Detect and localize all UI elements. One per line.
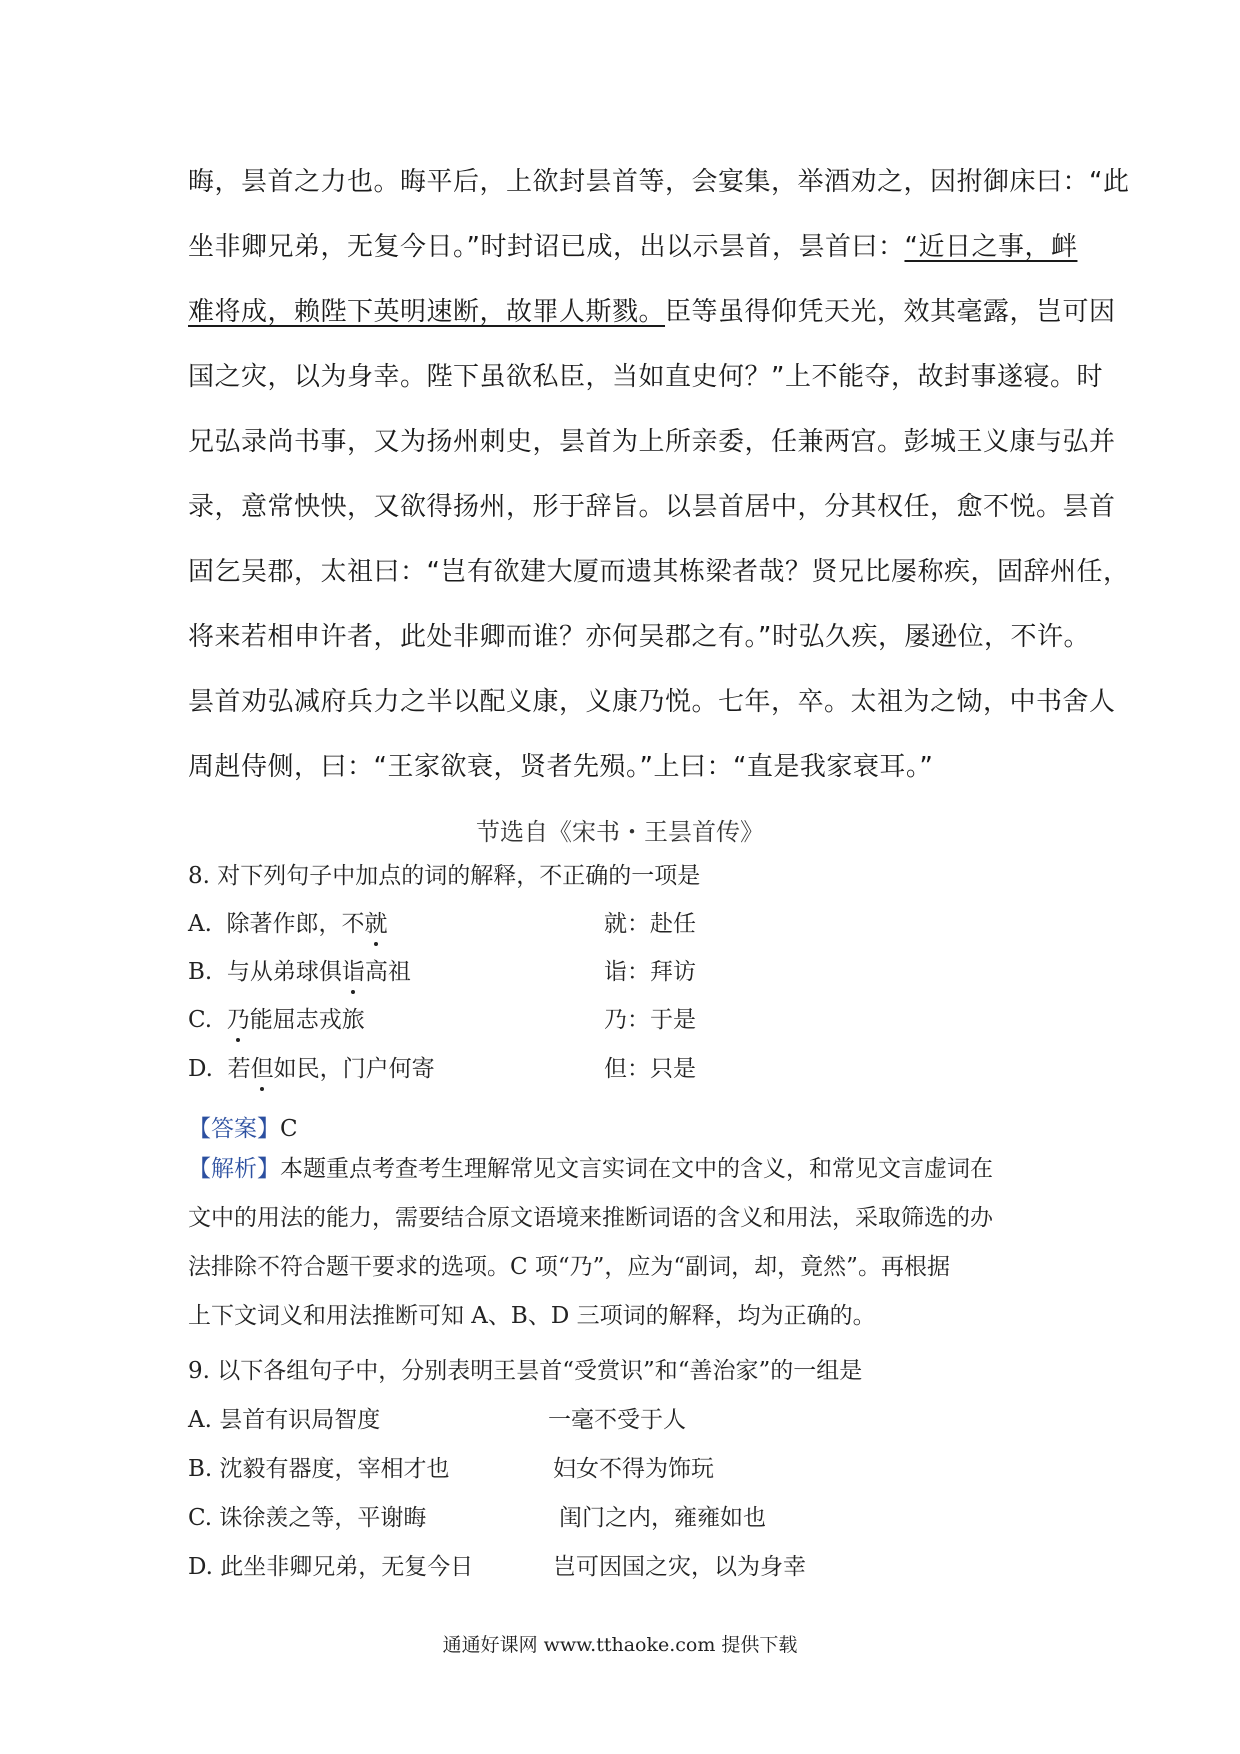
passage-line: 兄弘录尚书事，又为扬州刺史，昙首为上所亲委，任兼两宫。彭城王义康与弘并 (188, 427, 1116, 457)
passage-line: 昙首劝弘减府兵力之半以配义康，义康乃悦。七年，卒。太祖为之恸，中书舍人 (188, 687, 1116, 717)
analysis-text: 本题重点考查考生理解常见文言实词在文中的含义，和常见文言虚词在 (280, 1156, 993, 1182)
option-label: D. (188, 1056, 213, 1082)
dotted-word: 乃 (226, 1007, 250, 1033)
q8-gloss-c: 乃：于是 (604, 1007, 696, 1033)
q8-option-a (188, 905, 388, 938)
passage-line: 固乞吴郡，太祖曰：“岂有欲建大厦而遗其栋梁者哉？贤兄比屡称疾，固辞州任， (188, 557, 1130, 587)
q8-option-d (188, 1050, 435, 1083)
passage-line-text: 坐非卿兄弟，无复今日。”时封诏已成，出以示昙首，昙首曰： (188, 232, 905, 262)
dotted-word: 但 (250, 1056, 274, 1082)
option-label: C. (188, 1007, 213, 1033)
option-text: 能屈志戎旅 (249, 1007, 365, 1033)
dotted-word: 就 (364, 911, 388, 937)
q8-option-b (188, 953, 411, 986)
analysis-tag: 【解析】 (188, 1156, 280, 1182)
analysis-line: 文中的用法的能力，需要结合原文语境来推断词语的含义和用法，采取筛选的办 (188, 1205, 993, 1231)
option-text: 如民，门户何寄 (273, 1056, 435, 1082)
q9-option-d: D. 此坐非卿兄弟，无复今日 (188, 1554, 474, 1580)
page-footer: 通通好课网 www.tthaoke.com 提供下载 (442, 1634, 798, 1656)
passage-line-text: 臣等虽得仰凭天光，效其毫露，岂可因 (665, 297, 1116, 327)
analysis-line: 法排除不符合题干要求的选项。C 项“乃”，应为“副词，却，竟然”。再根据 (188, 1254, 950, 1280)
underlined-sentence: 难将成，赖陛下英明速断，故罪人斯戮。 (188, 297, 666, 327)
option-label: A. (188, 911, 212, 937)
q9-option-a: A. 昙首有识局智度 (188, 1407, 381, 1433)
question-8-stem: 8. 对下列句子中加点的词的解释，不正确的一项是 (188, 863, 701, 889)
q9-option-c-right: 闺门之内，雍雍如也 (559, 1505, 766, 1531)
passage-line: 国之灾，以为身幸。陛下虽欲私臣，当如直史何？”上不能夺，故封事遂寝。时 (188, 362, 1103, 392)
passage-source: 节选自《宋书・王昙首传》 (476, 818, 764, 846)
underlined-sentence: “近日之事，衅 (904, 232, 1078, 262)
answer-tag: 【答案】 (188, 1116, 280, 1142)
passage-line: 录，意常怏怏，又欲得扬州，形于辞旨。以昙首居中，分其权任，愈不悦。昙首 (188, 492, 1116, 522)
classical-passage (188, 162, 1130, 812)
passage-line: 晦，昙首之力也。晦平后，上欲封昙首等，会宴集，举酒劝之，因拊御床曰：“此 (188, 167, 1130, 197)
answer-value: C (280, 1116, 298, 1142)
q8-gloss-a: 就：赴任 (604, 911, 696, 937)
question-9-stem: 9. 以下各组句子中，分别表明王昙首“受赏识”和“善治家”的一组是 (188, 1358, 863, 1384)
q9-option-b: B. 沈毅有器度，宰相才也 (188, 1456, 450, 1482)
q8-gloss-b: 诣：拜访 (604, 959, 696, 985)
q8-gloss-d: 但：只是 (604, 1056, 696, 1082)
q8-answer (188, 1110, 298, 1143)
option-text: 若 (227, 1056, 251, 1082)
analysis-line (188, 1145, 1058, 1194)
passage-line: 将来若相申许者，此处非卿而谁？亦何吴郡之有。”时弘久疾，屡逊位，不许。 (188, 622, 1090, 652)
option-text: 除著作郎，不 (226, 911, 365, 937)
option-text: 高祖 (364, 959, 411, 985)
passage-line: 周赳侍侧，曰：“王家欲衰，贤者先殒。”上曰：“直是我家衰耳。” (188, 752, 934, 782)
option-label: B. (188, 959, 213, 985)
option-text: 与从弟球俱 (226, 959, 342, 985)
q9-option-c: C. 诛徐羡之等，平谢晦 (188, 1505, 427, 1531)
q8-option-c (188, 1001, 365, 1034)
q9-option-d-right: 岂可因国之灾，以为身幸 (553, 1554, 806, 1580)
dotted-word: 诣 (341, 959, 365, 985)
analysis-line: 上下文词义和用法推断可知 A、B、D 三项词的解释，均为正确的。 (188, 1303, 876, 1329)
passage-line (188, 227, 1078, 292)
q9-option-a-right: 一毫不受于人 (548, 1407, 686, 1433)
q9-option-b-right: 妇女不得为饰玩 (553, 1456, 714, 1482)
passage-line (188, 292, 1116, 357)
q8-analysis (188, 1145, 1058, 1341)
